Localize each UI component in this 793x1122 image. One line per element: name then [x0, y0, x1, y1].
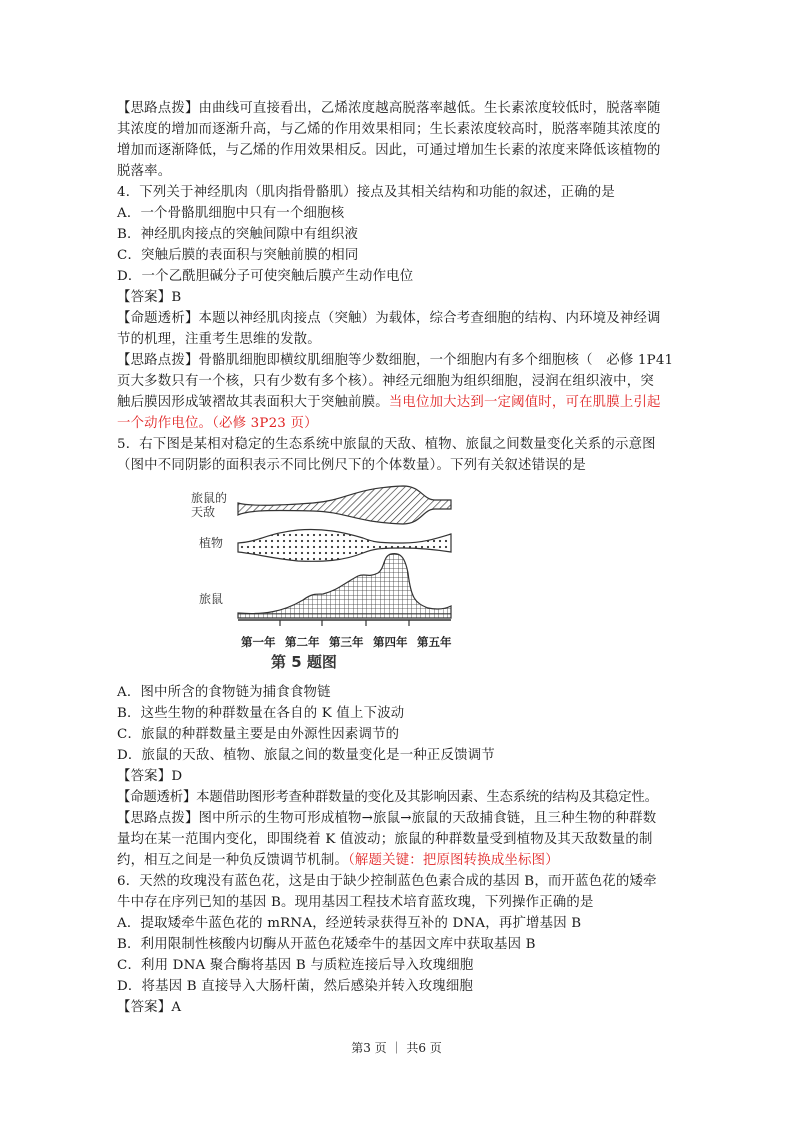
label-predator-line-2: 天敌	[191, 505, 216, 519]
label-predator-line-1: 旅鼠的	[191, 491, 228, 505]
q4-hint-line-2: 页大多数只有一个核，只有少数有多个核）。神经元细胞为组织细胞，浸润在组织液中，突	[117, 374, 654, 389]
lemming-area	[238, 554, 451, 618]
q4-stem: 4．下列关于神经肌肉（肌肉指骨骼肌）接点及其相关结构和功能的叙述，正确的是	[117, 185, 615, 200]
x-tick-label-2: 第二年	[285, 635, 320, 649]
q5-figure	[173, 478, 473, 678]
q5-highlight-note: （解题关键：把原图转换成坐标图）	[348, 853, 559, 868]
q5-hint-text: 约，相互之间是一种负反馈调节机制。	[117, 853, 349, 868]
q5-stem-line-1: 5．右下图是某相对稳定的生态系统中旅鼠的天敌、植物、旅鼠之间数量变化关系的示意图	[117, 437, 656, 452]
x-tick-label-3: 第三年	[329, 635, 364, 649]
q3-hint-line-1: 【思路点拨】由曲线可直接看出，乙烯浓度越高脱落率越低。生长素浓度较低时，脱落率随	[117, 101, 661, 116]
q4-option-d: D．一个乙酰胆碱分子可使突触后膜产生动作电位	[117, 269, 414, 284]
q4-hint-text: 触后膜因形成皱褶故其表面积大于突触前膜。	[117, 395, 389, 410]
q5-hint-line-3	[117, 850, 679, 871]
x-tick-label-4: 第四年	[373, 635, 408, 649]
q5-option-d: D．旅鼠的天敌、植物、旅鼠之间的数量变化是一种正反馈调节	[117, 748, 495, 763]
label-lemming: 旅鼠	[199, 592, 224, 606]
x-tick-label-1: 第一年	[241, 635, 276, 649]
q4-highlight-note: 当电位加大达到一定阈值时，可在肌膜上引起	[388, 395, 661, 410]
q4-hint-line-1: 【思路点拨】骨骼肌细胞即横纹肌细胞等少数细胞，一个细胞内有多个细胞核（ 必修 1P41	[117, 353, 674, 368]
figure-caption: 第 5 题图	[271, 653, 337, 671]
q6-option-c: C．利用 DNA 聚合酶将基因 B 与质粒连接后导入玫瑰细胞	[117, 958, 474, 973]
q6-option-d: D．将基因 B 直接导入大肠杆菌，然后感染并转入玫瑰细胞	[117, 979, 474, 994]
q5-answer: 【答案】D	[117, 769, 183, 784]
q5-option-a: A．图中所含的食物链为捕食食物链	[117, 685, 331, 700]
q5-analysis: 【命题透析】本题借助图形考查种群数量的变化及其影响因素、生态系统的结构及其稳定性。	[117, 790, 658, 805]
page-footer: 第3 页 ｜ 共6 页	[351, 1041, 442, 1055]
q4-analysis-line-2: 节的机理，注重考生思维的发散。	[117, 332, 321, 347]
q6-option-a: A．提取矮牵牛蓝色花的 mRNA，经逆转录获得互补的 DNA，再扩增基因 B	[117, 916, 582, 931]
q4-option-b: B．神经肌肉接点的突触间隙中有组织液	[117, 227, 359, 242]
q4-option-c: C．突触后膜的表面积与突触前膜的相同	[117, 248, 359, 263]
q6-stem-line-1: 6．天然的玫瑰没有蓝色花，这是由于缺少控制蓝色色素合成的基因 B，而开蓝色花的矮牵	[117, 874, 657, 889]
q3-hint-line-2: 其浓度的增加而逐渐升高，与乙烯的作用效果相同；生长素浓度较高时，脱落率随其浓度的	[117, 122, 661, 137]
q6-answer: 【答案】A	[117, 1000, 182, 1015]
q4-analysis-line-1: 【命题透析】本题以神经肌肉接点（突触）为载体，综合考查细胞的结构、内环境及神经调	[117, 311, 661, 326]
q4-highlight-note-2: 一个动作电位。（必修 3P23 页）	[117, 416, 318, 431]
q5-stem-line-2: （图中不同阴影的面积表示不同比例尺下的个体数量）。下列有关叙述错误的是	[117, 458, 586, 473]
q5-option-c: C．旅鼠的种群数量主要是由外源性因素调节的	[117, 727, 400, 742]
q5-hint-line-1: 【思路点拨】图中所示的生物可形成植物→旅鼠→旅鼠的天敌捕食链，且三种生物的种群数	[117, 811, 657, 826]
q4-answer: 【答案】B	[117, 290, 182, 305]
q4-hint-line-3	[117, 392, 679, 413]
q6-stem-line-2: 牛中存在序列已知的基因 B。现用基因工程技术培育蓝玫瑰，下列操作正确的是	[117, 895, 594, 910]
label-plant: 植物	[199, 536, 224, 550]
x-tick-label-5: 第五年	[417, 635, 452, 649]
q5-option-b: B．这些生物的种群数量在各自的 K 值上下波动	[117, 706, 405, 721]
predator-band	[238, 486, 451, 524]
q6-option-b: B．利用限制性核酸内切酶从开蓝色花矮牵牛的基因文库中获取基因 B	[117, 937, 536, 952]
document-page	[117, 98, 679, 1018]
q4-option-a: A．一个骨骼肌细胞中只有一个细胞核	[117, 206, 345, 221]
q5-hint-line-2: 量均在某一范围内变化，即围绕着 K 值波动；旅鼠的种群数量受到植物及其天敌数量的制	[117, 832, 653, 847]
plant-band	[238, 529, 451, 561]
q3-hint-line-3: 增加而逐渐降低，与乙烯的作用效果相反。因此，可通过增加生长素的浓度来降低该植物的	[117, 143, 661, 158]
q3-hint-line-4: 脱落率。	[117, 164, 172, 179]
